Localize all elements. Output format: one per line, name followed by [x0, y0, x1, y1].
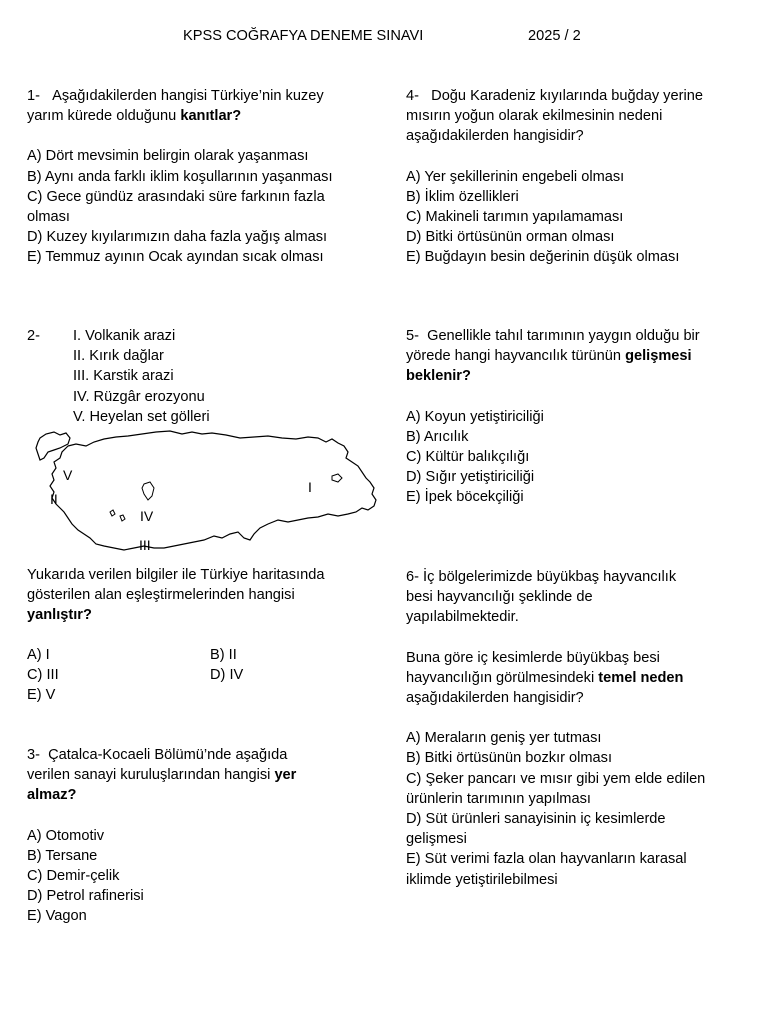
question-6-paragraph: Buna göre iç kesimlerde büyükbaş besi hayvancılığın görülmesindeki temel neden aşağıdakilerden hangisidir? — [406, 649, 684, 707]
option-e[interactable]: E) V — [27, 687, 56, 703]
map-label-iv: IV — [140, 508, 154, 524]
question-number: 3- — [27, 747, 40, 763]
option-e[interactable]: E) Vagon — [27, 908, 87, 925]
option-e[interactable]: E) Süt verimi fazla olan hayvanların karasal — [406, 851, 687, 868]
question-3-options — [27, 826, 372, 927]
option-c[interactable]: C) III — [27, 667, 59, 683]
question-2-items — [73, 326, 210, 427]
lake-small-2 — [120, 515, 125, 521]
option-b[interactable]: B) Bitki örtüsünün bozkır olması — [406, 750, 613, 767]
lake-van — [332, 474, 342, 482]
emphasis-text: yer — [274, 767, 297, 784]
map-label-ii: II — [50, 491, 58, 507]
question-number: 4- — [406, 88, 419, 104]
question-number: 2- — [27, 328, 40, 344]
option-a[interactable]: A) Otomotiv — [27, 827, 105, 844]
option-b[interactable]: B) Arıcılık — [406, 428, 469, 445]
option-d[interactable]: D) Petrol rafinerisi — [27, 888, 144, 905]
option-e[interactable]: E) Buğdayın besin değerinin düşük olması — [406, 249, 680, 266]
option-a[interactable]: A) I — [27, 647, 50, 663]
option-e[interactable]: E) İpek böcekçiliği — [406, 489, 524, 506]
question-5-stem: 5- Genellikle tahıl tarımının yaygın olduğu bir — [406, 328, 700, 344]
option-c[interactable]: C) Gece gündüz arasındaki süre farkının fazla — [27, 188, 325, 205]
item-2: II. Kırık dağlar — [73, 348, 164, 365]
option-e-continued[interactable]: iklimde yetiştirilebilmesi — [406, 871, 558, 888]
anatolia-outline — [50, 431, 376, 550]
emphasis-text: temel neden — [598, 669, 684, 686]
option-e[interactable]: E) Temmuz ayının Ocak ayından sıcak olması — [27, 249, 324, 266]
option-a[interactable]: A) Meraların geniş yer tutması — [406, 730, 602, 747]
question-6-options — [406, 728, 751, 890]
question-1-stem: 1- Aşağıdakilerden hangisi Türkiye’nin kuzey — [27, 88, 324, 104]
exam-title: KPSS COĞRAFYA DENEME SINAVI — [183, 28, 424, 44]
item-1: I. Volkanik arazi — [73, 328, 176, 344]
question-number: 5- — [406, 328, 419, 344]
question-number: 6- — [406, 569, 419, 585]
option-b[interactable]: B) II — [210, 647, 237, 663]
question-2-stem: Yukarıda verilen bilgiler ile Türkiye haritasında gösterilen alan eşleştirmelerinden hangisi yanlıştır? — [27, 567, 325, 624]
option-d[interactable]: D) Bitki örtüsünün orman olması — [406, 229, 615, 246]
question-6-stem: 6- İç bölgelerimizde büyükbaş hayvancılık — [406, 569, 677, 585]
option-d[interactable]: D) IV — [210, 667, 244, 683]
turkey-outline-map — [32, 424, 382, 559]
exam-header — [0, 26, 768, 46]
question-2 — [27, 326, 372, 726]
option-d[interactable]: D) Kuzey kıyılarımızın daha fazla yağış alması — [27, 229, 328, 246]
question-4-stem: 4- Doğu Karadeniz kıyılarında buğday yerine — [406, 88, 703, 104]
question-3: 3- Çatalca-Kocaeli Bölümü’nde aşağıda verilen sanayi kuruluşlarından hangisi yer almaz? A) Otomotiv B) Tersane C) Demir-çelik D) Petrol rafinerisi E) Vagon — [27, 745, 372, 927]
question-1-options — [27, 146, 372, 267]
emphasis-text: beklenir? — [406, 368, 471, 385]
question-number: 1- — [27, 88, 40, 104]
option-c-continued[interactable]: ürünlerin tarımının yapılması — [406, 790, 591, 807]
option-c-continued[interactable]: olması — [27, 209, 70, 226]
emphasis-text: kanıtlar? — [180, 108, 242, 125]
option-d[interactable]: D) Sığır yetiştiriciliği — [406, 469, 535, 486]
option-d-continued[interactable]: gelişmesi — [406, 831, 467, 848]
option-c[interactable]: C) Kültür balıkçılığı — [406, 449, 530, 466]
option-c[interactable]: C) Demir-çelik — [27, 868, 120, 885]
option-c[interactable]: C) Makineli tarımın yapılamaması — [406, 209, 624, 226]
option-a[interactable]: A) Dört mevsimin belirgin olarak yaşanması — [27, 148, 309, 165]
option-b[interactable]: B) İklim özellikleri — [406, 188, 519, 205]
question-5: 5- Genellikle tahıl tarımının yaygın olduğu bir yörede hangi hayvancılık türünün gelişmesi beklenir? A) Koyun yetiştiriciliği B) Arıcılık C) Kültür balıkçılığı D) Sığır yetiştiriciliği E) İpek böcekçiliği — [406, 326, 751, 508]
question-6: 6- İç bölgelerimizde büyükbaş hayvancılık besi hayvancılığı şeklinde de yapılabilmektedir. Buna göre iç kesimlerde büyükbaş besi hayvancılığın görülmesindeki temel neden aşağıdakilerden hangisidir? A) Meraların geniş yer tutması B) Bitki örtüsünün bozkır olması C) Şeker pancarı ve mısır gibi yem elde edilen ürünlerin tarımının yapılması D) Süt ürünleri sanayisinin iç kesimlerde gelişmesi E) Süt verimi fazla olan hayvanların karasal iklimde yetiştirilebilmesi — [406, 567, 751, 890]
emphasis-text: almaz? — [27, 787, 77, 804]
option-c[interactable]: C) Şeker pancarı ve mısır gibi yem elde edilen — [406, 770, 706, 787]
lake-tuz — [142, 482, 154, 500]
emphasis-text: gelişmesi — [625, 348, 692, 365]
option-b[interactable]: B) Tersane — [27, 847, 98, 864]
item-3: III. Karstik arazi — [73, 368, 174, 385]
map-label-v: V — [63, 467, 73, 483]
item-5: V. Heyelan set gölleri — [73, 408, 210, 425]
question-4-options — [406, 167, 751, 268]
map-label-i: I — [308, 479, 312, 495]
option-b[interactable]: B) Aynı anda farklı iklim koşullarının yaşanması — [27, 168, 333, 185]
question-1: 1- Aşağıdakilerden hangisi Türkiye’nin kuzey yarım kürede olduğunu kanıtlar? A) Dört mevsimin belirgin olarak yaşanması B) Aynı anda farklı iklim koşullarının yaşanması C) Gece gündüz arasındaki süre farkının fazla olması D) Kuzey kıyılarımızın daha fazla yağış alması E) Temmuz ayının Ocak ayından sıcak olması — [27, 86, 372, 268]
map-label-iii: III — [139, 537, 151, 553]
exam-year: 2025 / 2 — [528, 28, 581, 44]
question-4: 4- Doğu Karadeniz kıyılarında buğday yerine mısırın yoğun olarak ekilmesinin nedeni aşağıdakilerden hangisidir? A) Yer şekillerinin engebeli olması B) İklim özellikleri C) Makineli tarımın yapılamaması D) Bitki örtüsünün orman olması E) Buğdayın besin değerinin düşük olması — [406, 86, 751, 268]
option-d[interactable]: D) Süt ürünleri sanayisinin iç kesimlerde — [406, 811, 666, 828]
option-a[interactable]: A) Yer şekillerinin engebeli olması — [406, 168, 625, 185]
question-5-options — [406, 407, 751, 508]
emphasis-text: yanlıştır? — [27, 607, 92, 624]
thrace-outline — [36, 432, 70, 460]
option-a[interactable]: A) Koyun yetiştiriciliği — [406, 408, 544, 425]
question-3-stem: 3- Çatalca-Kocaeli Bölümü’nde aşağıda — [27, 747, 288, 763]
lake-small-1 — [110, 510, 115, 516]
item-4: IV. Rüzgâr erozyonu — [73, 388, 205, 405]
